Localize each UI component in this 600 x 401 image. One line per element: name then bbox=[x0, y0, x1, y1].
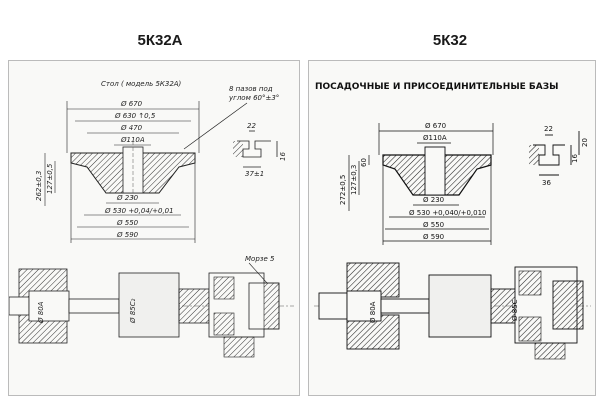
dim-d530: Ø 530 +0,04/+0,01 bbox=[105, 207, 174, 215]
dim-d110: Ø110А bbox=[423, 134, 447, 142]
title-5k32a: 5К32А bbox=[137, 32, 183, 49]
slot-w22: 22 bbox=[544, 125, 553, 133]
slot-h20: 20 bbox=[581, 138, 589, 147]
shaft-d85: Ø 85С bbox=[511, 299, 519, 321]
shaft-d80: Ø 80А bbox=[37, 301, 45, 323]
dim-d670: Ø 670 bbox=[425, 122, 447, 130]
mounting-bases-header: ПОСАДОЧНЫЕ И ПРИСОЕДИНИТЕЛЬНЫЕ БАЗЫ bbox=[315, 82, 559, 92]
drawing-5k32a bbox=[8, 60, 300, 396]
shaft-d85: Ø 85С₂ bbox=[129, 298, 137, 323]
dim-h60: 60 bbox=[360, 158, 368, 167]
dim-h262: 262±0,3 bbox=[35, 170, 43, 201]
technical-drawing-left bbox=[9, 61, 299, 395]
dim-d470: Ø 470 bbox=[121, 124, 143, 132]
slot-w36: 36 bbox=[542, 179, 551, 187]
dim-d110: Ø110А bbox=[121, 136, 145, 144]
dim-d590: Ø 590 bbox=[117, 231, 139, 239]
dim-d530: Ø 530 +0,040/+0,010 bbox=[409, 209, 487, 217]
title-5k32: 5К32 bbox=[432, 32, 468, 49]
technical-drawing-right bbox=[309, 61, 595, 395]
dim-d230: Ø 230 bbox=[423, 196, 445, 204]
morse-label: Морзе 5 bbox=[245, 255, 275, 263]
slot-w37: 37±1 bbox=[245, 170, 265, 178]
dim-d590: Ø 590 bbox=[423, 233, 445, 241]
dim-d550: Ø 550 bbox=[117, 219, 139, 227]
dim-d670: Ø 670 bbox=[121, 100, 143, 108]
dim-d630: Ø 630 ↑0,5 bbox=[115, 112, 156, 120]
dim-h127: 127±0,5 bbox=[46, 163, 54, 194]
slot-h16: 16 bbox=[279, 152, 287, 161]
slot-w22: 22 bbox=[247, 122, 256, 130]
drawing-5k32 bbox=[308, 60, 596, 396]
slot-h16: 16 bbox=[571, 154, 579, 163]
dim-d550: Ø 550 bbox=[423, 221, 445, 229]
table-caption: Стол ( модель 5К32А) bbox=[101, 80, 182, 88]
dim-h127: 127±0,3 bbox=[350, 164, 358, 195]
dim-d230: Ø 230 bbox=[117, 194, 139, 202]
slot-note-1: 8 пазов под bbox=[229, 85, 273, 93]
slot-note-2: углом 60°±3° bbox=[229, 94, 280, 102]
dim-h272: 272±0,5 bbox=[339, 174, 347, 205]
shaft-d80: Ø 80А bbox=[369, 301, 377, 323]
